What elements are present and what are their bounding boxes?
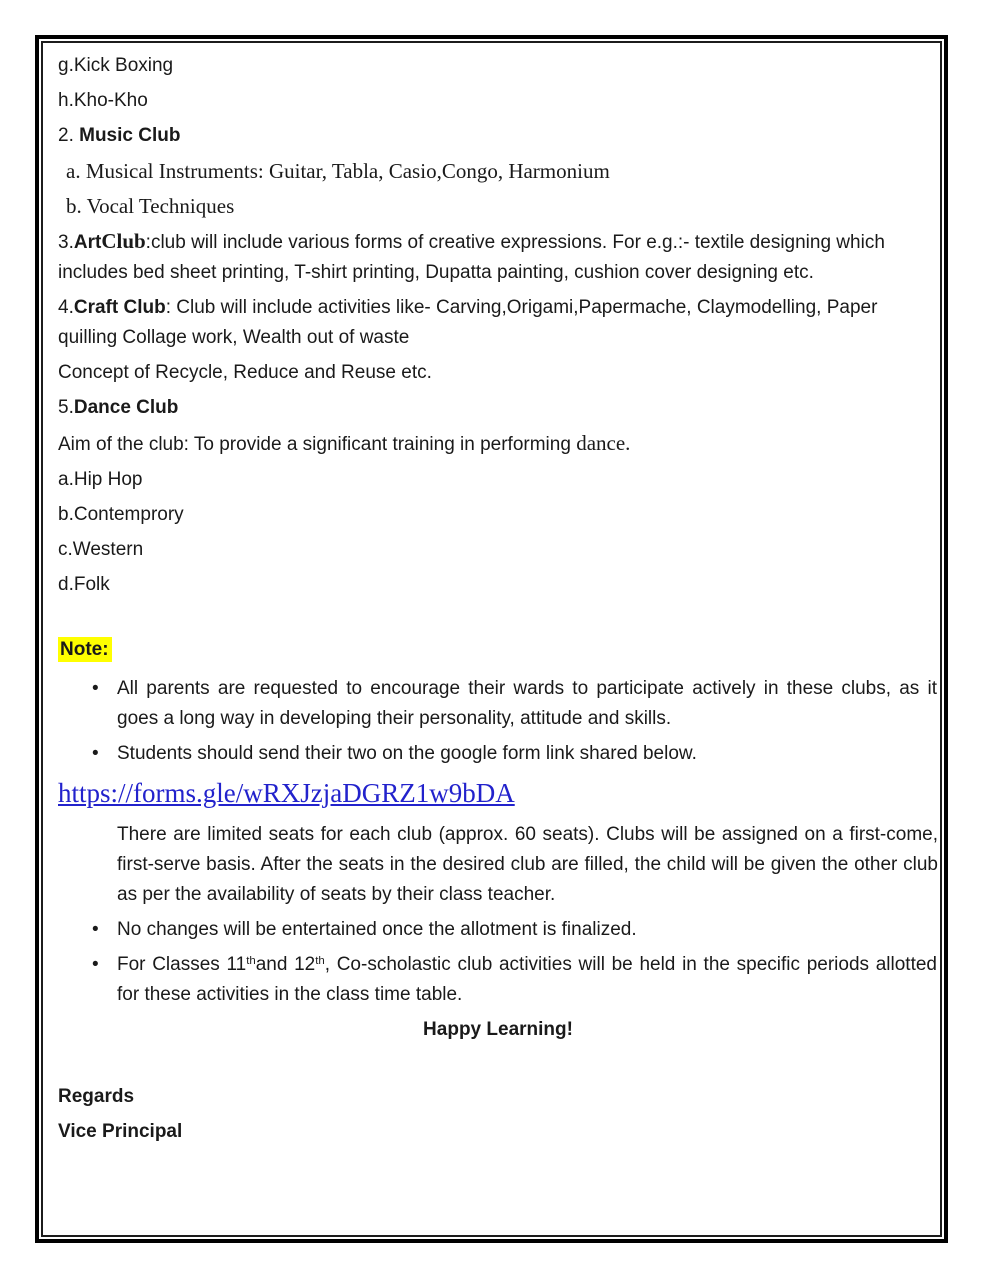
dance-club-title: Dance Club [73, 397, 179, 418]
music-club-heading [58, 121, 938, 151]
dance-club-heading [58, 393, 938, 423]
form-link-line [58, 774, 938, 816]
dance-club-number: 5. [58, 397, 74, 418]
classes-text-part3: , Co-scholastic club activities will be held in the specific periods allotted for these activities in the class time table. [117, 954, 937, 1005]
document-content [43, 43, 940, 1235]
list-item-kho-kho: h.Kho-Kho [58, 90, 148, 111]
dance-item-western: c.Western [58, 539, 144, 560]
music-club-item-a: a. Musical Instruments: Guitar, Tabla, Casio,Congo, Harmonium [66, 159, 610, 183]
bullet-icon: • [92, 954, 99, 975]
note-bullet-parents [58, 674, 938, 734]
music-club-title: Music Club [79, 125, 181, 146]
art-club-title-serif: Club [101, 229, 146, 253]
art-club-paragraph [58, 226, 938, 288]
closing-signature: Vice Principal [58, 1121, 183, 1142]
bullet-icon: • [92, 743, 99, 764]
note-bullet-no-changes [58, 915, 938, 945]
craft-club-paragraph [58, 293, 938, 353]
superscript-th: th [315, 954, 325, 967]
happy-learning-heading: Happy Learning! [423, 1019, 573, 1040]
note-label-highlight: Note: [58, 637, 112, 662]
dance-club-aim-text-serif: dance. [576, 431, 631, 455]
art-club-description: :club will include various forms of creative expressions. For e.g.:- textile designing which includes bed sheet printing, T-shirt printing, Dupatta painting, cushion cover designing etc. [58, 232, 885, 283]
classes-text-part2: and 12 [255, 954, 316, 975]
superscript-th: th [246, 954, 256, 967]
note-bullet-students [58, 739, 938, 769]
closing-regards: Regards [58, 1086, 135, 1107]
google-form-link[interactable]: https://forms.gle/wRXJzjaDGRZ1w9bDA [58, 778, 515, 808]
page-border [35, 35, 948, 1243]
dance-item-hip-hop: a.Hip Hop [58, 469, 143, 490]
dance-item-contemprory: b.Contemprory [58, 504, 184, 525]
music-club-item-b: b. Vocal Techniques [66, 194, 235, 218]
craft-club-concept-line: Concept of Recycle, Reduce and Reuse etc. [58, 362, 432, 383]
classes-text-part1: For Classes 11 [117, 954, 247, 975]
dance-item-folk: d.Folk [58, 574, 110, 595]
music-club-number: 2. [58, 125, 80, 146]
note-bullet-no-changes-text: No changes will be entertained once the allotment is finalized. [117, 919, 637, 940]
list-item-kick-boxing: g.Kick Boxing [58, 55, 174, 76]
craft-club-title: Craft Club [73, 297, 166, 318]
note-bullet-parents-text: All parents are requested to encourage their wards to participate actively in these clubs, as it goes a long way in developing their personality, attitude and skills. [117, 678, 937, 729]
note-bullet-students-text: Students should send their two on the google form link shared below. [117, 743, 697, 764]
dance-club-aim [58, 428, 938, 460]
bullet-icon: • [92, 919, 99, 940]
page-border-inner [41, 41, 942, 1237]
note-heading [58, 635, 938, 665]
dance-club-aim-text: Aim of the club: To provide a significant training in performing [58, 434, 577, 455]
note-bullet-classes [58, 950, 938, 1010]
art-club-number: 3. [58, 232, 74, 253]
note-bullet-classes-text [117, 950, 938, 1010]
art-club-title: Art [73, 232, 102, 253]
craft-club-number: 4. [58, 297, 74, 318]
seats-paragraph: There are limited seats for each club (approx. 60 seats). Clubs will be assigned on a first-come, first-serve basis. After the seats in the desired club are filled, the child will be given the other club as per the availability of seats by their class teacher. [117, 824, 938, 905]
craft-club-description: : Club will include activities like- Carving,Origami,Papermache, Claymodelling, Paper quilling Collage work, Wealth out of waste [58, 297, 878, 348]
bullet-icon: • [92, 678, 99, 699]
